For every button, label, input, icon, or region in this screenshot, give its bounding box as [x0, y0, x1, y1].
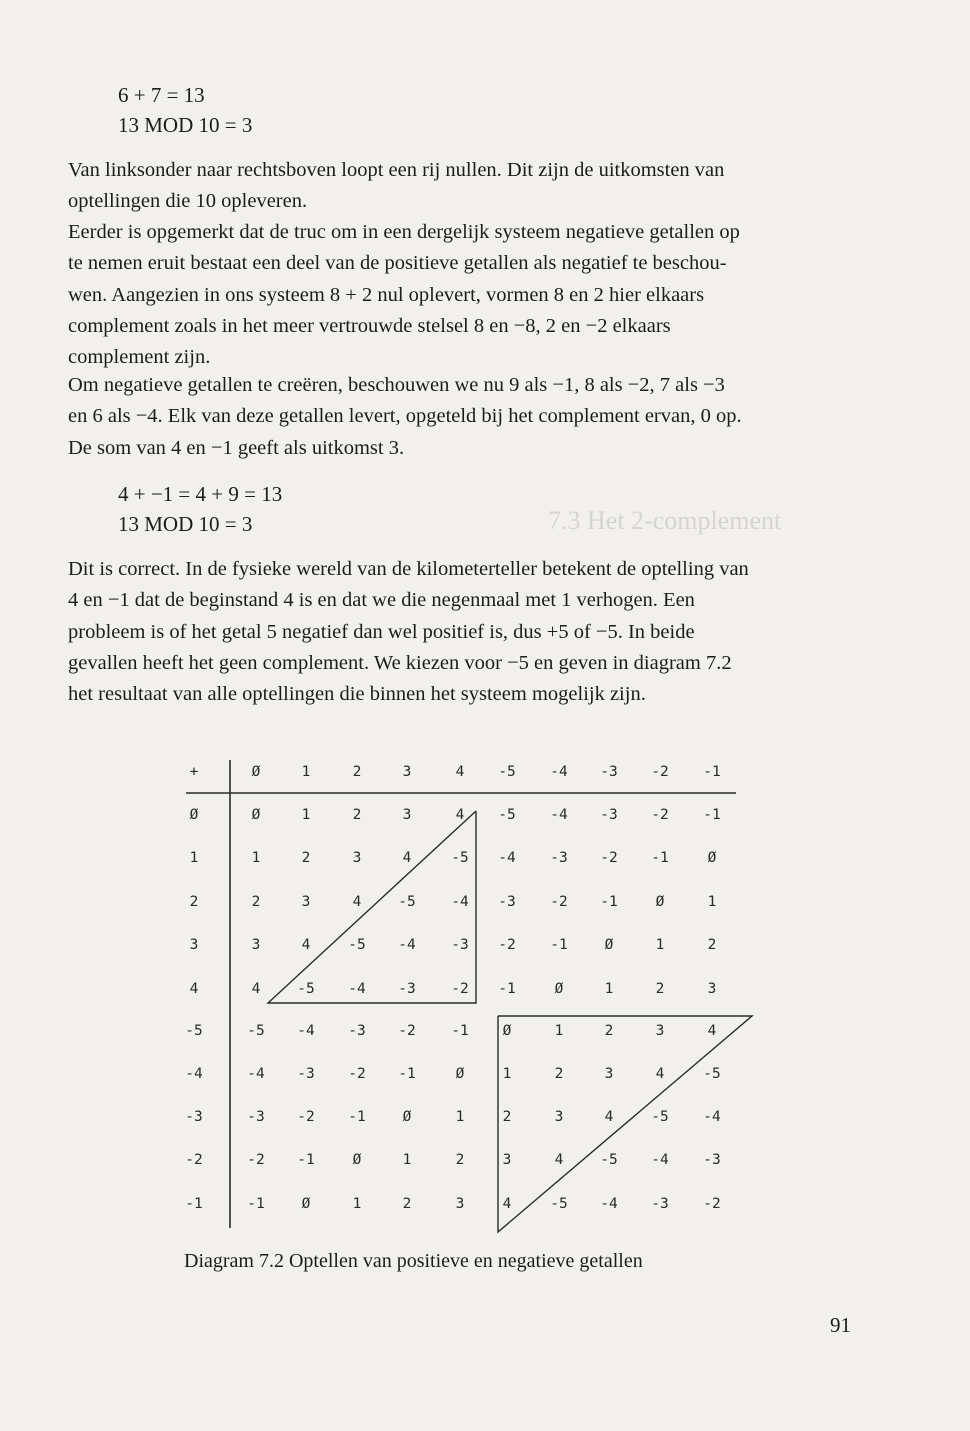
row-header: -2: [185, 1152, 203, 1168]
row-header: 3: [189, 937, 199, 953]
table-cell: -5: [498, 807, 516, 823]
paragraph-line: gevallen heeft het geen complement. We kiezen voor −5 en geven in diagram 7.2: [68, 651, 732, 674]
table-cell: -1: [651, 850, 669, 866]
table-cell: 3: [402, 807, 412, 823]
table-cell: -5: [451, 850, 469, 866]
table-cell: -5: [600, 1152, 618, 1168]
table-cell: -5: [348, 937, 366, 953]
table-cell: -2: [348, 1066, 366, 1082]
column-header: Ø: [251, 764, 261, 780]
table-cell: -3: [498, 894, 516, 910]
table-cell: -1: [600, 894, 618, 910]
table-cell: -5: [297, 981, 315, 997]
table-cell: -2: [703, 1196, 721, 1212]
upper-triangle: [268, 811, 476, 1003]
table-cell: -5: [247, 1023, 265, 1039]
table-cell: -1: [498, 981, 516, 997]
table-cell: 2: [352, 807, 362, 823]
row-header: -1: [185, 1196, 203, 1212]
table-cell: -5: [651, 1109, 669, 1125]
table-cell: 3: [352, 850, 362, 866]
column-header: 3: [402, 764, 412, 780]
table-cell: 1: [455, 1109, 465, 1125]
table-cell: 4: [301, 937, 311, 953]
equation-mid-2: 13 MOD 10 = 3: [118, 512, 253, 536]
table-cell: 2: [655, 981, 665, 997]
table-cell: -2: [247, 1152, 265, 1168]
paragraph-line: Om negatieve getallen te creëren, beschouwen we nu 9 als −1, 8 als −2, 7 als −3: [68, 374, 725, 396]
table-cell: -4: [550, 807, 568, 823]
table-cell: 2: [502, 1109, 512, 1125]
paragraph-line: wen. Aangezien in ons systeem 8 + 2 nul oplevert, vormen 8 en 2 hier elkaars: [68, 283, 705, 306]
table-cell: -3: [550, 850, 568, 866]
paragraph-line: optellingen die 10 opleveren.: [68, 190, 308, 213]
table-cell: 1: [352, 1196, 362, 1212]
table-cell: Ø: [301, 1196, 311, 1212]
table-cell: 4: [604, 1109, 614, 1125]
page-number: 91: [830, 1313, 851, 1337]
paragraph-line: probleem is of het getal 5 negatief dan wel positief is, dus +5 of −5. In beide: [68, 620, 695, 643]
table-cell: 3: [554, 1109, 564, 1125]
table-cell: 2: [301, 850, 311, 866]
table-cell: 2: [455, 1152, 465, 1168]
table-cell: 3: [455, 1196, 465, 1212]
diagram-caption: Diagram 7.2 Optellen van positieve en negatieve getallen: [184, 1250, 643, 1272]
paragraph-line: Dit is correct. In de fysieke wereld van de kilometerteller betekent de optelling van: [68, 558, 749, 580]
paragraph-line: te nemen eruit bestaat een deel van de positieve getallen als negatief te beschou-: [68, 252, 727, 275]
table-cell: -1: [348, 1109, 366, 1125]
row-header: Ø: [189, 807, 199, 823]
table-cell: -2: [651, 807, 669, 823]
table-cell: -4: [498, 850, 516, 866]
table-cell: 3: [502, 1152, 512, 1168]
table-cell: 1: [707, 894, 717, 910]
table-cell: -5: [398, 894, 416, 910]
column-header: 1: [301, 764, 311, 780]
row-header: 4: [189, 981, 199, 997]
table-cell: 1: [655, 937, 665, 953]
table-cell: -1: [550, 937, 568, 953]
table-cell: Ø: [707, 850, 717, 866]
equation-mid-1: 4 + −1 = 4 + 9 = 13: [118, 482, 283, 506]
table-cell: 1: [502, 1066, 512, 1082]
table-cell: -4: [451, 894, 469, 910]
table-cell: -5: [550, 1196, 568, 1212]
table-cell: -4: [600, 1196, 618, 1212]
table-cell: -2: [498, 937, 516, 953]
row-header: -3: [185, 1109, 203, 1125]
table-cell: -2: [451, 981, 469, 997]
table-cell: 4: [655, 1066, 665, 1082]
table-cell: Ø: [554, 981, 564, 997]
table-cell: 4: [402, 850, 412, 866]
table-cell: -4: [297, 1023, 315, 1039]
table-cell: 2: [554, 1066, 564, 1082]
paragraph-line: en 6 als −4. Elk van deze getallen levert, opgeteld bij het complement ervan, 0 op.: [68, 405, 742, 428]
table-cell: -4: [703, 1109, 721, 1125]
table-cell: 2: [251, 894, 261, 910]
table-cell: -1: [451, 1023, 469, 1039]
table-cell: 3: [251, 937, 261, 953]
table-cell: -1: [247, 1196, 265, 1212]
paragraph-line: complement zoals in het meer vertrouwde stelsel 8 en −8, 2 en −2 elkaars: [68, 314, 671, 337]
table-cell: -2: [600, 850, 618, 866]
table-cell: -1: [398, 1066, 416, 1082]
column-header: -4: [550, 764, 568, 780]
row-header: 1: [189, 850, 199, 866]
table-cell: Ø: [604, 937, 614, 953]
table-cell: -3: [297, 1066, 315, 1082]
bleed-through-heading: 7.3 Het 2-complement: [548, 506, 782, 535]
paragraph-line: Van linksonder naar rechtsboven loopt een rij nullen. Dit zijn de uitkomsten van: [68, 159, 725, 181]
table-cell: -2: [398, 1023, 416, 1039]
table-cell: 4: [554, 1152, 564, 1168]
equation-top-1: 6 + 7 = 13: [118, 83, 205, 107]
row-header: -5: [185, 1023, 203, 1039]
table-cell: -3: [703, 1152, 721, 1168]
table-cell: -3: [247, 1109, 265, 1125]
table-cell: -3: [348, 1023, 366, 1039]
table-cell: Ø: [655, 894, 665, 910]
paragraph-line: De som van 4 en −1 geeft als uitkomst 3.: [68, 436, 405, 459]
table-cell: Ø: [352, 1152, 362, 1168]
table-cell: Ø: [455, 1066, 465, 1082]
table-cell: -2: [550, 894, 568, 910]
table-cell: -3: [398, 981, 416, 997]
table-cell: 4: [352, 894, 362, 910]
table-cell: -3: [600, 807, 618, 823]
table-cell: 4: [455, 807, 465, 823]
paragraph-line: 4 en −1 dat de beginstand 4 is en dat we die negenmaal met 1 verhogen. Een: [68, 589, 695, 612]
column-header: 2: [352, 764, 362, 780]
table-cell: 1: [251, 850, 261, 866]
table-cell: 4: [251, 981, 261, 997]
table-cell: Ø: [402, 1109, 412, 1125]
table-cell: Ø: [502, 1023, 512, 1039]
table-cell: 3: [301, 894, 311, 910]
column-header: -5: [498, 764, 516, 780]
paragraph-line: Eerder is opgemerkt dat de truc om in een dergelijk systeem negatieve getallen op: [68, 221, 740, 243]
paragraph-line: complement zijn.: [68, 346, 211, 369]
table-cell: 1: [301, 807, 311, 823]
table-cell: 2: [402, 1196, 412, 1212]
row-header: -4: [185, 1066, 203, 1082]
table-cell: 4: [502, 1196, 512, 1212]
table-cell: -4: [348, 981, 366, 997]
table-cell: -1: [297, 1152, 315, 1168]
table-cell: 2: [707, 937, 717, 953]
table-cell: -3: [651, 1196, 669, 1212]
table-cell: 3: [655, 1023, 665, 1039]
column-header: 4: [455, 764, 465, 780]
table-cell: -4: [398, 937, 416, 953]
table-cell: 1: [554, 1023, 564, 1039]
equation-top-2: 13 MOD 10 = 3: [118, 113, 253, 137]
table-cell: -1: [703, 807, 721, 823]
table-cell: 3: [707, 981, 717, 997]
table-cell: 1: [402, 1152, 412, 1168]
table-cell: -5: [703, 1066, 721, 1082]
paragraph-line: het resultaat van alle optellingen die binnen het systeem mogelijk zijn.: [68, 683, 646, 706]
table-cell: -4: [247, 1066, 265, 1082]
row-header: 2: [189, 894, 199, 910]
table-cell: -2: [297, 1109, 315, 1125]
table-cell: 1: [604, 981, 614, 997]
column-header: -2: [651, 764, 669, 780]
table-cell: -3: [451, 937, 469, 953]
table-cell: 2: [604, 1023, 614, 1039]
table-cell: Ø: [251, 807, 261, 823]
table-cell: 3: [604, 1066, 614, 1082]
column-header: -1: [703, 764, 721, 780]
table-cell: 4: [707, 1023, 717, 1039]
column-header: -3: [600, 764, 618, 780]
table-corner-plus: +: [189, 764, 199, 780]
table-cell: -4: [651, 1152, 669, 1168]
